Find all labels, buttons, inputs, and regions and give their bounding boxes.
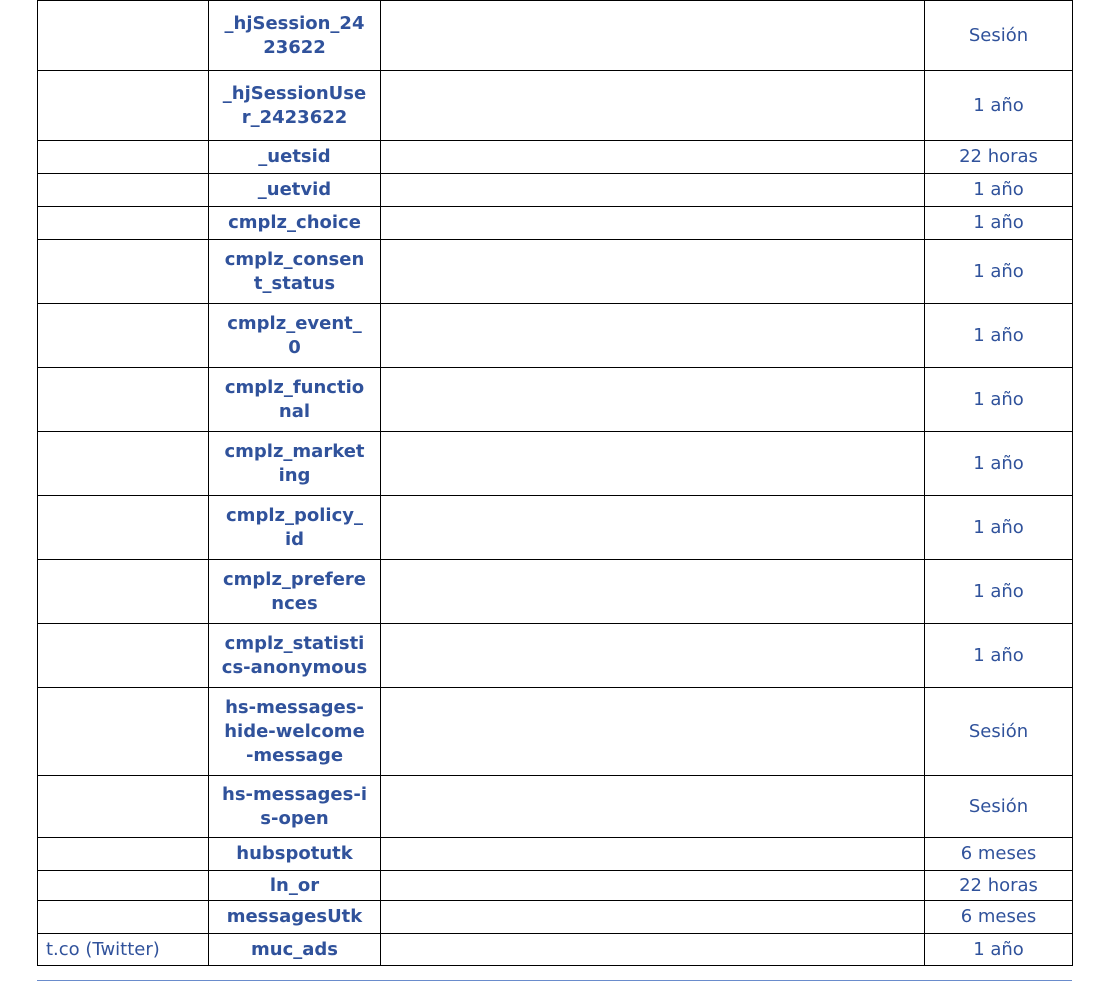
duration-cell: 6 meses [925,838,1073,871]
duration-cell: 1 año [925,432,1073,496]
duration-cell: 1 año [925,240,1073,304]
provider-cell: t.co (Twitter) [38,934,209,966]
cookie-name-cell: _hjSessionUse r_2423622 [209,71,381,141]
duration-cell: 1 año [925,174,1073,207]
provider-cell [38,207,209,240]
table-row [38,141,1073,174]
table-row [38,304,1073,368]
bottom-rule [37,980,1072,981]
table-row [38,71,1073,141]
table-row [38,901,1073,934]
duration-cell: 1 año [925,496,1073,560]
duration-cell: 22 horas [925,871,1073,901]
table-row [38,496,1073,560]
duration-cell: 1 año [925,934,1073,966]
cookie-name-cell: cmplz_functio nal [209,368,381,432]
description-cell [381,71,925,141]
duration-cell: Sesión [925,1,1073,71]
cookie-name-cell: hs-messages- hide-welcome -message [209,688,381,776]
provider-cell [38,432,209,496]
duration-cell: 1 año [925,560,1073,624]
cookie-name-cell: cmplz_event_ 0 [209,304,381,368]
cookie-name-cell: ln_or [209,871,381,901]
cookie-name-cell: cmplz_policy_ id [209,496,381,560]
description-cell [381,838,925,871]
table-row [38,776,1073,838]
cookie-name-cell: hs-messages-i s-open [209,776,381,838]
duration-cell: 1 año [925,207,1073,240]
cookie-name-cell: _uetsid [209,141,381,174]
provider-cell [38,776,209,838]
description-cell [381,207,925,240]
provider-cell [38,838,209,871]
provider-cell [38,71,209,141]
table-row [38,240,1073,304]
duration-cell: 22 horas [925,141,1073,174]
provider-cell [38,141,209,174]
cookie-name-cell: cmplz_choice [209,207,381,240]
provider-cell [38,174,209,207]
cookie-name-cell: cmplz_statisti cs-anonymous [209,624,381,688]
provider-cell [38,901,209,934]
table-row [38,207,1073,240]
provider-cell [38,624,209,688]
description-cell [381,174,925,207]
cookie-name-cell: _uetvid [209,174,381,207]
description-cell [381,934,925,966]
table-row [38,838,1073,871]
table-row [38,560,1073,624]
table-row [38,934,1073,966]
provider-cell [38,871,209,901]
description-cell [381,368,925,432]
duration-cell: 1 año [925,368,1073,432]
description-cell [381,871,925,901]
cookie-name-cell: messagesUtk [209,901,381,934]
cookie-name-cell: muc_ads [209,934,381,966]
cookie-table-body [38,1,1073,966]
description-cell [381,1,925,71]
duration-cell: 1 año [925,71,1073,141]
table-row [38,174,1073,207]
cookie-name-cell: cmplz_market ing [209,432,381,496]
table-row [38,871,1073,901]
description-cell [381,624,925,688]
table-row [38,688,1073,776]
description-cell [381,240,925,304]
description-cell [381,776,925,838]
description-cell [381,304,925,368]
provider-cell [38,368,209,432]
provider-cell [38,240,209,304]
table-row [38,624,1073,688]
description-cell [381,432,925,496]
description-cell [381,688,925,776]
cookie-name-cell: cmplz_consen t_status [209,240,381,304]
provider-cell [38,304,209,368]
description-cell [381,141,925,174]
provider-cell [38,1,209,71]
duration-cell: Sesión [925,776,1073,838]
duration-cell: 6 meses [925,901,1073,934]
duration-cell: 1 año [925,304,1073,368]
duration-cell: Sesión [925,688,1073,776]
table-row [38,368,1073,432]
provider-cell [38,688,209,776]
description-cell [381,560,925,624]
table-row [38,1,1073,71]
cookie-table [37,0,1073,966]
description-cell [381,496,925,560]
cookie-name-cell: cmplz_prefere nces [209,560,381,624]
cookie-name-cell: hubspotutk [209,838,381,871]
provider-cell [38,560,209,624]
provider-cell [38,496,209,560]
table-row [38,432,1073,496]
duration-cell: 1 año [925,624,1073,688]
cookie-name-cell: _hjSession_24 23622 [209,1,381,71]
description-cell [381,901,925,934]
